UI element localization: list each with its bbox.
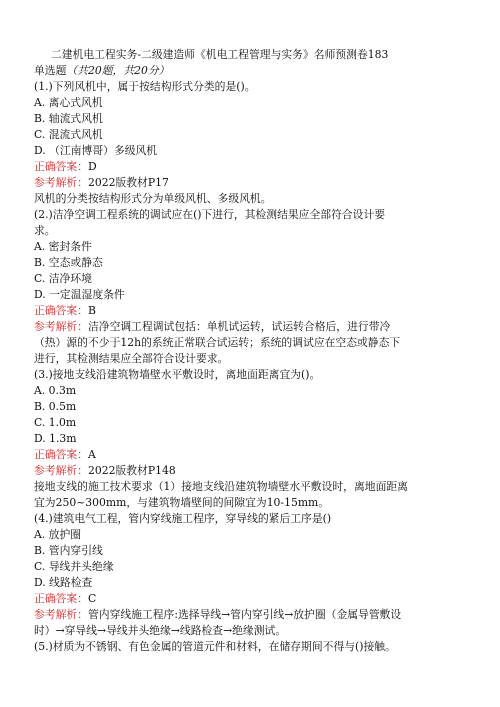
q3-analysis-line: 宜为250~300mm，与建筑物墙壁间的间隙宜为10-15mm。 <box>34 496 330 509</box>
section-name: 单选题 <box>34 64 67 77</box>
q2-option-b: B. 空态或静态 <box>34 256 103 269</box>
analysis-label: 参考解析： <box>34 176 88 189</box>
section-meta: （共20题，共20分） <box>66 64 170 77</box>
section-heading <box>34 63 169 78</box>
answer-label: 正确答案： <box>34 448 88 461</box>
question-2-stem-cont: 求。 <box>34 224 56 237</box>
q3-option-d: D. 1.3m <box>34 432 77 445</box>
answer-label: 正确答案： <box>34 592 88 605</box>
q4-analysis <box>34 607 401 622</box>
analysis-label: 参考解析： <box>34 464 88 477</box>
answer-value: C <box>87 592 97 605</box>
answer-value: B <box>87 304 96 317</box>
q3-option-c: C. 1.0m <box>34 416 77 429</box>
q4-option-b: B. 管内穿引线 <box>34 544 103 557</box>
answer-value: D <box>87 160 97 173</box>
q4-option-c: C. 导线并头绝缘 <box>34 560 114 573</box>
question-3-stem: (3.)接地支线沿建筑物墙壁水平敷设时，离地面距离宜为()。 <box>34 368 321 381</box>
question-5-stem: (5.)材质为不锈钢、有色金属的管道元件和材料，在储存期间不得与()接触。 <box>34 640 396 653</box>
question-4-stem: (4.)建筑电气工程，管内穿线施工程序，穿导线的紧后工序是() <box>34 512 332 525</box>
q1-option-c: C. 混流式风机 <box>34 128 103 141</box>
q2-analysis-line: （热）源的不少于12h的系统正常联合试运转；系统的调试应在空态或静态下 <box>34 336 401 349</box>
q4-analysis-line: 时）→穿导线→导线并头绝缘→线路检查→绝缘测试。 <box>34 624 287 637</box>
document-title: 二建机电工程实务-二级建造师《机电工程管理与实务》名师预测卷183 <box>51 48 389 61</box>
analysis-label: 参考解析： <box>34 608 88 621</box>
q2-answer <box>34 303 96 318</box>
q1-option-b: B. 轴流式风机 <box>34 112 103 125</box>
q4-option-d: D. 线路检查 <box>34 576 93 589</box>
q3-option-a: A. 0.3m <box>34 384 77 397</box>
analysis-text: 管内穿线施工程序:选择导线→管内穿引线→放护圈（金属导管敷设 <box>87 608 402 621</box>
question-1-stem: (1.)下列风机中，属于按结构形式分类的是()。 <box>34 80 256 93</box>
q4-option-a: A. 放护圈 <box>34 528 82 541</box>
q2-option-a: A. 密封条件 <box>34 240 92 253</box>
analysis-label: 参考解析： <box>34 320 88 333</box>
analysis-text: 2022版教材P148 <box>87 464 176 477</box>
analysis-text: 洁净空调工程调试包括：单机试运转，试运转合格后，进行带冷 <box>87 320 391 333</box>
answer-label: 正确答案： <box>34 160 88 173</box>
q2-option-c: C. 洁净环境 <box>34 272 92 285</box>
q1-answer <box>34 159 97 174</box>
answer-value: A <box>87 448 96 461</box>
q3-option-b: B. 0.5m <box>34 400 77 413</box>
q3-analysis-line: 接地支线的施工技术要求（1）接地支线沿建筑物墙壁水平敷设时，离地面距离 <box>34 480 408 493</box>
q1-option-a: A. 离心式风机 <box>34 96 103 109</box>
q3-answer <box>34 447 96 462</box>
q1-option-d: D. （江南博哥）多级风机 <box>34 144 158 157</box>
q4-answer <box>34 591 96 606</box>
q1-analysis <box>34 175 169 190</box>
q2-analysis-line: 进行，其检测结果应全部符合设计要求。 <box>34 352 229 365</box>
analysis-text: 2022版教材P17 <box>87 176 169 189</box>
q1-analysis-line: 风机的分类按结构形式分为单级风机、多级风机。 <box>34 192 272 205</box>
q3-analysis <box>34 463 176 478</box>
question-2-stem: (2.)洁净空调工程系统的调试应在()下进行，其检测结果应全部符合设计要 <box>34 208 386 221</box>
q2-analysis <box>34 319 390 334</box>
answer-label: 正确答案： <box>34 304 88 317</box>
q2-option-d: D. 一定温湿度条件 <box>34 288 125 301</box>
